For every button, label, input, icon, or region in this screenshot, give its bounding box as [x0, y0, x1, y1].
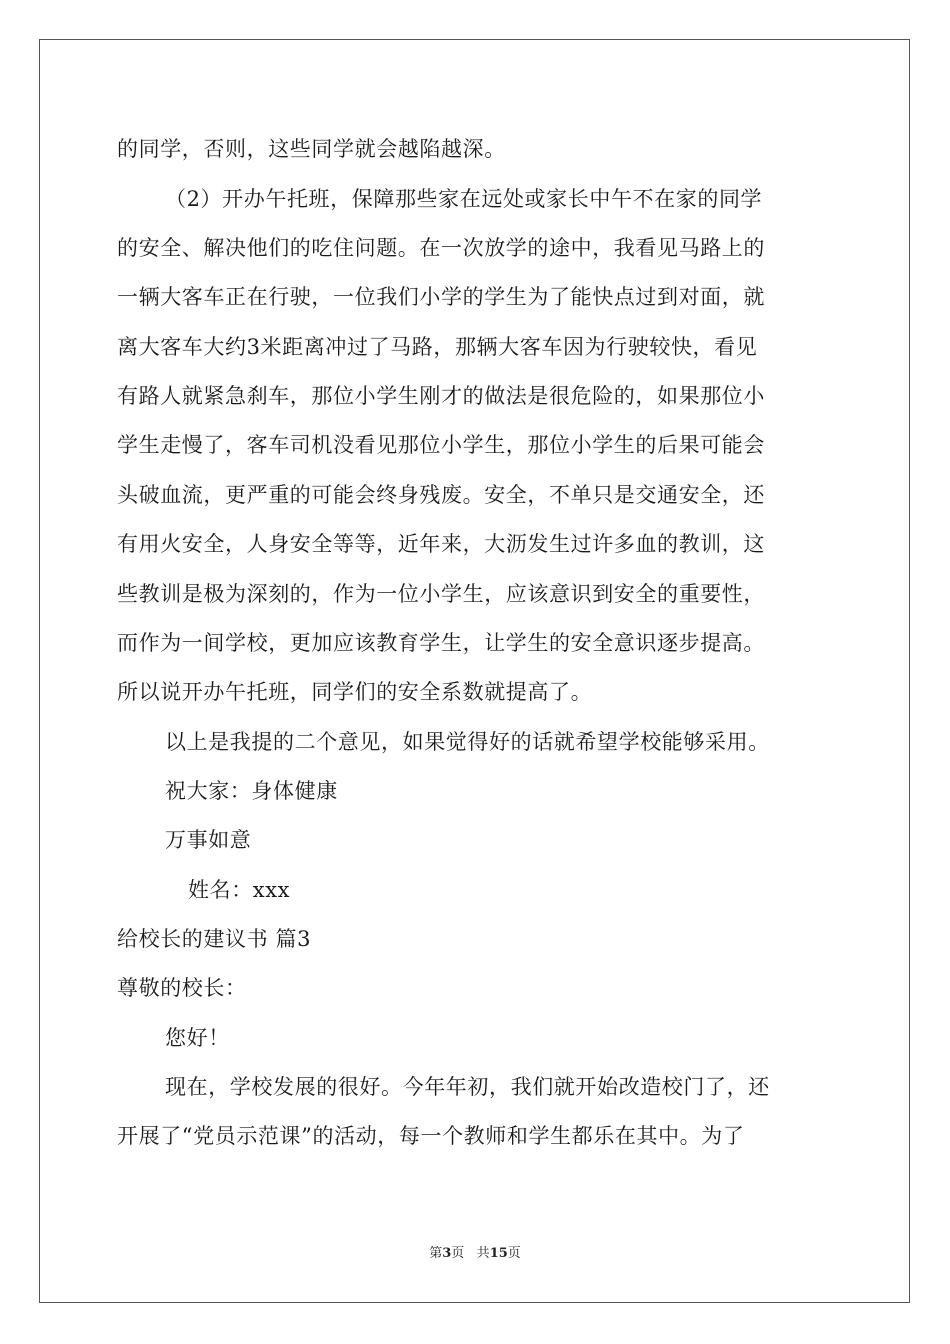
closing-wish: 万事如意 — [165, 828, 252, 852]
footer-total-suffix: 页 — [507, 1246, 521, 1261]
greeting: 您好！ — [165, 1026, 230, 1050]
text-line: 有用火安全，人身安全等等，近年来，大沥发生过许多血的教训，这 — [117, 532, 765, 556]
text-line: 一辆大客车正在行驶，一位我们小学的学生为了能快点过到对面，就 — [117, 285, 765, 309]
text-line: 的同学，否则，这些同学就会越陷越深。 — [117, 137, 506, 161]
paragraph-start: 现在，学校发展的很好。今年年初，我们就开始改造校门了，还 — [165, 1075, 770, 1099]
text-line: 所以说开办午托班，同学们的安全系数就提高了。 — [117, 680, 593, 704]
section-heading: 给校长的建议书 篇3 — [117, 927, 312, 951]
text-line: 学生走慢了，客车司机没看见那位小学生，那位小学生的后果可能会 — [117, 433, 765, 457]
footer-total-pages: 15 — [489, 1246, 508, 1261]
text-line: 头破血流，更严重的可能会终身残废。安全，不单只是交通安全，还 — [117, 483, 765, 507]
text-line: 有路人就紧急刹车，那位小学生刚才的做法是很危险的，如果那位小 — [117, 384, 765, 408]
page-border — [39, 39, 910, 1303]
footer-page-number: 3 — [442, 1246, 452, 1261]
text-line: 开展了“党员示范课”的活动，每一个教师和学生都乐在其中。为了 — [117, 1124, 745, 1148]
text-line: 的安全、解决他们的吃住问题。在一次放学的途中，我看见马路上的 — [117, 236, 765, 260]
paragraph-start: （2）开办午托班，保障那些家在远处或家长中午不在家的同学 — [165, 187, 763, 211]
closing-wish: 祝大家：身体健康 — [165, 779, 338, 803]
text-line: 些教训是极为深刻的，作为一位小学生，应该意识到安全的重要性， — [117, 582, 765, 606]
text-line: 而作为一间学校，更加应该教育学生，让学生的安全意识逐步提高。 — [117, 631, 765, 655]
page-footer — [0, 1246, 950, 1262]
salutation: 尊敬的校长： — [117, 976, 247, 1000]
text-line: 离大客车大约3米距离冲过了马路，那辆大客车因为行驶较快，看见 — [117, 335, 758, 359]
footer-page-suffix: 页 — [451, 1246, 465, 1261]
paragraph-start: 以上是我提的二个意见，如果觉得好的话就希望学校能够采用。 — [165, 730, 770, 754]
signature-name: 姓名：xxx — [188, 878, 291, 902]
footer-total-prefix: 共 — [476, 1246, 490, 1261]
footer-prefix: 第 — [429, 1246, 443, 1261]
